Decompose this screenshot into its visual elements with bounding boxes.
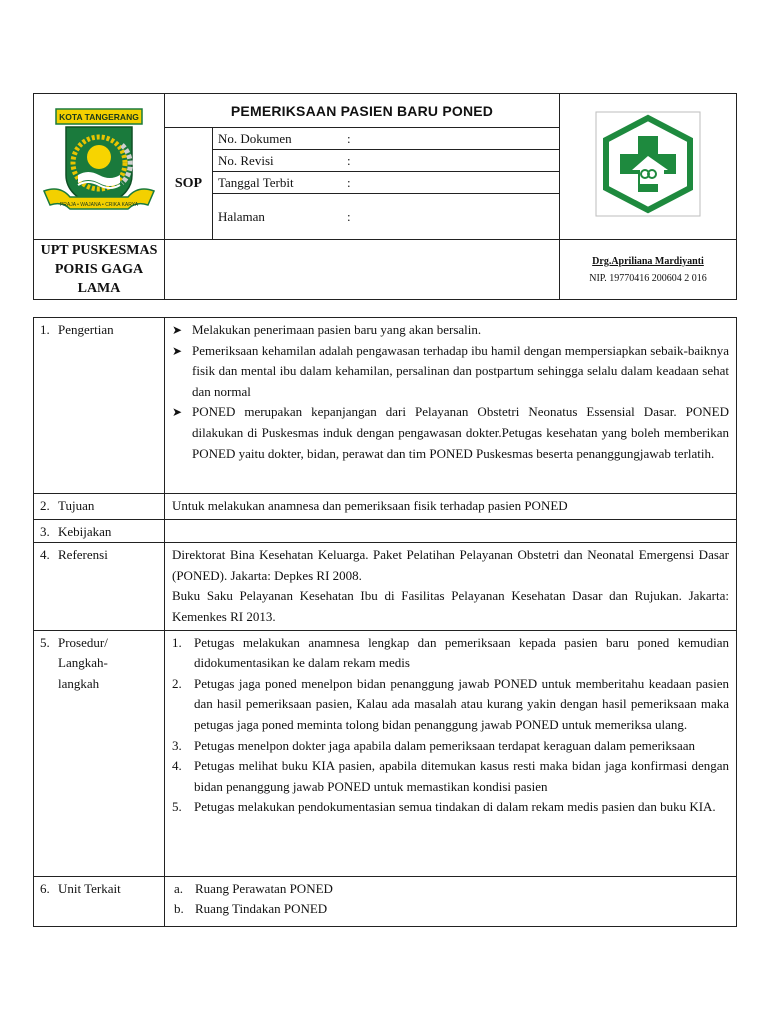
section-number: 6.: [40, 880, 50, 896]
logo-banner-text: KOTA TANGERANG: [59, 112, 139, 122]
field-tanggal-terbit: [213, 172, 560, 194]
step-number: 4.: [172, 758, 182, 774]
puskesmas-logo-cell: [560, 94, 737, 240]
step-number: 3.: [172, 737, 182, 753]
list-item: [172, 320, 729, 341]
kota-tangerang-logo-cell: [34, 94, 165, 240]
field-colon: :: [347, 130, 351, 146]
section-label: [34, 494, 165, 520]
field-colon: :: [347, 174, 351, 190]
field-label: No. Revisi: [218, 152, 274, 168]
signature-block: [560, 240, 737, 300]
section-label-text: Langkah-: [58, 655, 108, 671]
field-label: No. Dokumen: [218, 130, 292, 146]
organization-name: UPT PUSKESMAS PORIS GAGA LAMA: [34, 240, 165, 300]
step-text: Petugas jaga poned menelpon bidan penanggung jawab PONED untuk memberitahu keadaan pasien dan hasil pemeriksaan pasien, Kalau ada masalah atau kurang yakin dengan hasil pemeriksaan maka petugas jaga poned meminta tolong bidan penanggung jawab PONED untuk memeriksa ulang.: [194, 675, 729, 732]
step-number: 2.: [172, 675, 182, 691]
section-label-text: Prosedur/: [58, 634, 108, 650]
list-item: [172, 402, 729, 464]
procedure-step: [172, 797, 729, 818]
item-letter: a.: [174, 880, 184, 896]
document-header: [33, 93, 737, 300]
section-content: [165, 630, 737, 876]
reference-entry: Direktorat Bina Kesehatan Keluarga. Paket Pelatihan Pelayanan Obstetri dan Neonatal Emergensi Dasar (PONED). Jakarta: Depkes RI 2008.: [172, 547, 729, 583]
step-text: Petugas melihat buku KIA pasien, apabila ditemukan kasus resti maka bidan jaga konfirmasi dengan bidan penanggung jawab PONED untuk memastikan kondisi pasien: [194, 758, 729, 794]
field-label: Halaman: [218, 208, 265, 224]
section-pengertian: [34, 318, 737, 494]
list-item: [172, 341, 729, 403]
arrow-bullet-icon: ➤: [172, 323, 183, 337]
signatory-name: Drg.Apriliana Mardiyanti: [592, 255, 704, 267]
field-label: Tanggal Terbit: [218, 174, 294, 190]
field-no-revisi: [213, 150, 560, 172]
procedure-step: [172, 674, 729, 736]
procedure-step: [172, 756, 729, 797]
unit-item: [172, 879, 729, 900]
section-number: 2.: [40, 498, 50, 513]
section-content: [165, 876, 737, 926]
section-unit-terkait: [34, 876, 737, 926]
section-prosedur: [34, 630, 737, 876]
section-label: [34, 876, 165, 926]
item-text: Ruang Tindakan PONED: [195, 901, 328, 917]
procedure-step: [172, 736, 729, 757]
section-label-text: Referensi: [58, 547, 108, 563]
step-text: Petugas menelpon dokter jaga apabila dalam pemeriksaan terdapat keraguan dalam pemeriksaan: [194, 737, 696, 753]
section-content: [165, 519, 737, 543]
step-text: Petugas melakukan pendokumentasian semua tindakan di dalam rekam medis pasien dan buku KIA.: [194, 799, 716, 815]
reference-entry: Buku Saku Pelayanan Kesehatan Ibu di Fasilitas Pelayanan Kesehatan Dasar dan Rujukan. Jakarta: Kemenkes RI 2013.: [172, 588, 729, 624]
section-tujuan: [34, 494, 737, 520]
section-label: [34, 519, 165, 543]
section-number: 4.: [40, 547, 50, 563]
section-number: 3.: [40, 523, 50, 539]
section-label: [34, 630, 165, 876]
section-content: [165, 318, 737, 494]
item-text: Ruang Perawatan PONED: [195, 880, 333, 896]
section-label: [34, 318, 165, 494]
section-label-text: Kebijakan: [58, 523, 112, 539]
sop-label: SOP: [165, 128, 213, 240]
section-label-text: Unit Terkait: [58, 880, 121, 896]
section-number: 5.: [40, 634, 50, 650]
section-content: Untuk melakukan anamnesa dan pemeriksaan fisik terhadap pasien PONED: [165, 494, 737, 520]
sop-content-table: [33, 317, 737, 927]
section-label-text: Pengertian: [58, 322, 114, 337]
field-halaman: [213, 194, 560, 240]
item-letter: b.: [174, 901, 184, 917]
section-referensi: [34, 543, 737, 630]
kota-tangerang-emblem-icon: [40, 105, 158, 223]
procedure-step: [172, 633, 729, 674]
bullet-text: PONED merupakan kepanjangan dari Pelayanan Obstetri Neonatus Essensial Dasar. PONED dilakukan di Puskesmas induk dengan pengawasan dokter.Petugas kesehatan yang boleh memberikan PONED yaitu dokter, bidan, perawat dan tim PONED Puskesmas beserta penanggungjawab terlatih.: [192, 404, 729, 461]
step-text: Petugas melakukan anamnesa lengkap dan pemeriksaan kepada pasien baru poned kemudian didokumentasikan ke dalam rekam medis: [194, 634, 729, 671]
step-number: 1.: [172, 634, 182, 650]
section-label-text: Tujuan: [58, 498, 95, 513]
section-label: [34, 543, 165, 630]
puskesmas-cross-logo-icon: [594, 110, 702, 218]
arrow-bullet-icon: ➤: [172, 343, 183, 358]
signatory-nip: NIP. 19770416 200604 2 016: [589, 272, 707, 284]
logo-motto-text: PRAJA • WAJANA • CRIKA KARYA: [59, 202, 139, 208]
unit-item: [172, 899, 729, 920]
arrow-bullet-icon: ➤: [172, 405, 183, 420]
field-colon: :: [347, 208, 351, 224]
document-title: PEMERIKSAAN PASIEN BARU PONED: [165, 94, 560, 128]
section-label-text: langkah: [58, 675, 100, 691]
field-no-dokumen: [213, 128, 560, 150]
section-number: 1.: [40, 322, 50, 337]
bullet-text: Melakukan penerimaan pasien baru yang akan bersalin.: [192, 322, 482, 337]
step-number: 5.: [172, 799, 182, 815]
section-kebijakan: [34, 519, 737, 543]
bullet-text: Pemeriksaan kehamilan adalah pengawasan terhadap ibu hamil dengan mempersiapkan sebaik-baiknya fisik dan mental ibu dalam kehamilan, persalinan dan postpartum sehingga selalu dalam keadaan sehat dan normal: [192, 342, 729, 399]
field-colon: :: [347, 152, 351, 168]
blank-cell: [165, 240, 560, 300]
section-content: [165, 543, 737, 630]
